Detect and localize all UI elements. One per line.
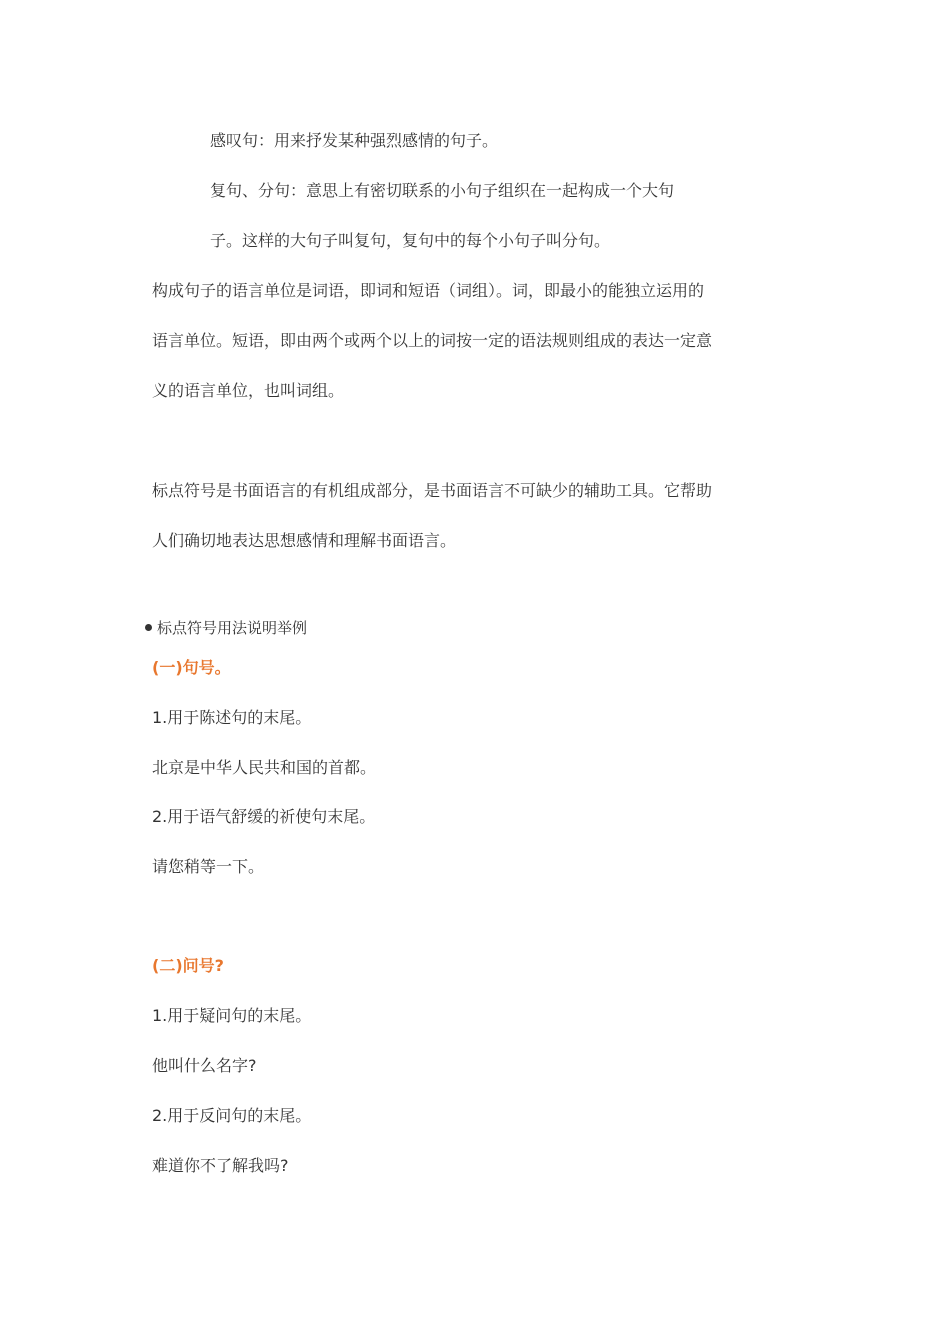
section-title [145, 617, 307, 639]
compound-definition-line2: 子。这样的大句子叫复句，复句中的每个小句子叫分句。 [210, 231, 611, 250]
period-example-1: 北京是中华人民共和国的首都。 [152, 758, 377, 777]
words-paragraph-line3: 义的语言单位，也叫词组。 [152, 381, 345, 400]
question-example-2: 难道你不了解我吗? [152, 1156, 289, 1175]
bullet-icon [145, 624, 152, 631]
punctuation-paragraph-line2: 人们确切地表达思想感情和理解书面语言。 [152, 531, 457, 550]
question-rule-1: 1.用于疑问句的末尾。 [152, 1006, 312, 1025]
question-heading: (二)问号? [152, 956, 224, 975]
section-title-text: 标点符号用法说明举例 [157, 619, 308, 637]
period-heading: (一)句号。 [152, 658, 231, 677]
period-rule-2: 2.用于语气舒缓的祈使句末尾。 [152, 807, 376, 826]
period-rule-1: 1.用于陈述句的末尾。 [152, 708, 312, 727]
period-example-2: 请您稍等一下。 [152, 857, 265, 876]
compound-definition-line1: 复句、分句：意思上有密切联系的小句子组织在一起构成一个大句 [210, 181, 675, 200]
question-rule-2: 2.用于反问句的末尾。 [152, 1106, 312, 1125]
question-example-1: 他叫什么名字? [152, 1056, 257, 1075]
exclamatory-definition: 感叹句：用来抒发某种强烈感情的句子。 [210, 131, 499, 150]
words-paragraph-line2: 语言单位。短语，即由两个或两个以上的词按一定的语法规则组成的表达一定意 [152, 331, 713, 350]
punctuation-paragraph-line1: 标点符号是书面语言的有机组成部分，是书面语言不可缺少的辅助工具。它帮助 [152, 481, 713, 500]
words-paragraph-line1: 构成句子的语言单位是词语，即词和短语（词组）。词，即最小的能独立运用的 [152, 281, 705, 300]
